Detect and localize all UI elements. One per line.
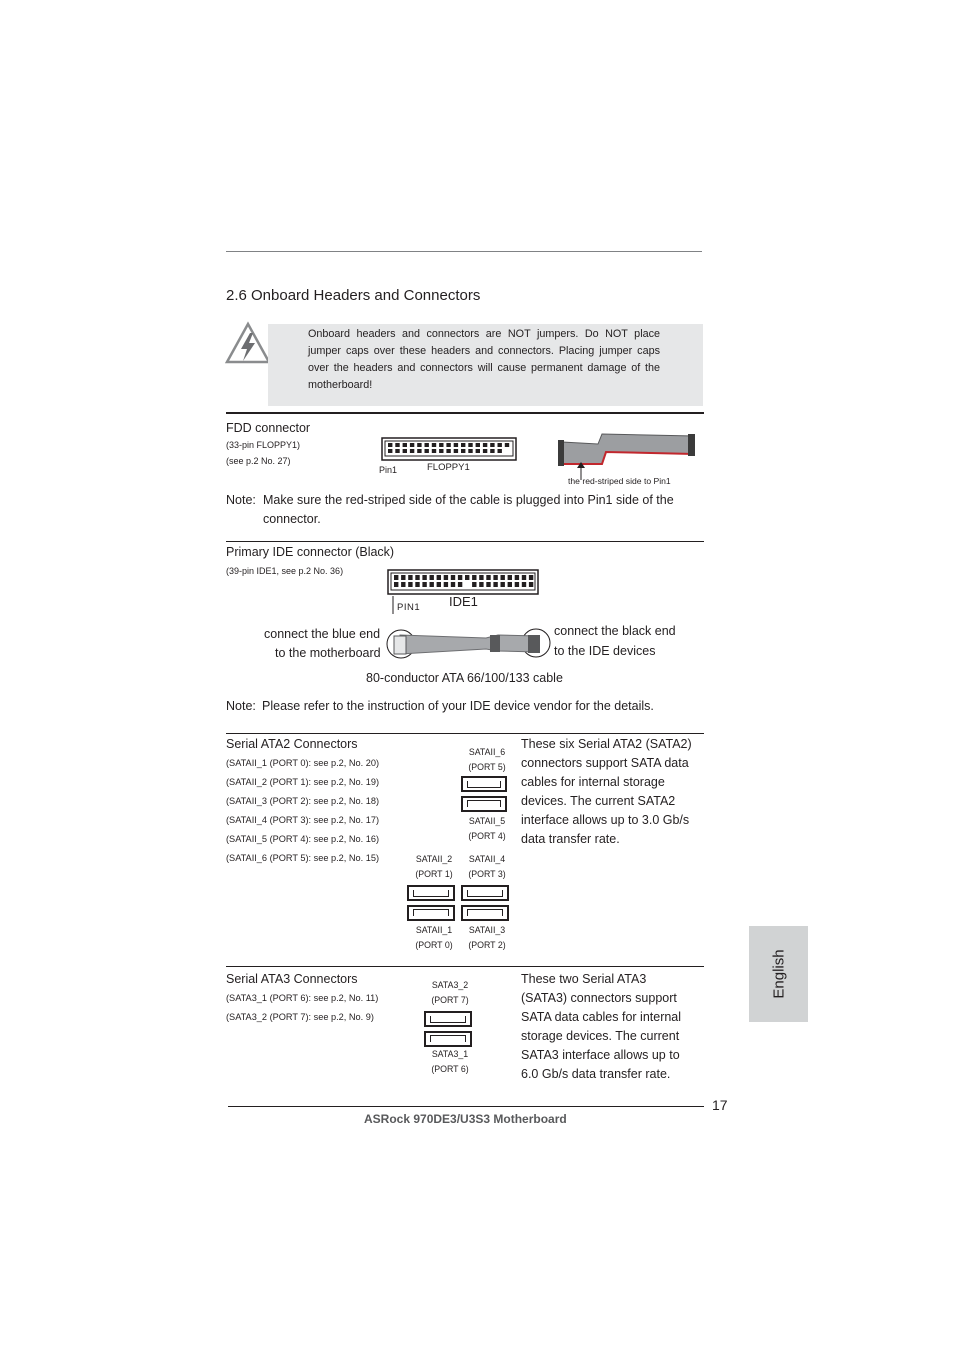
sataii4-connector	[461, 885, 509, 901]
sata3-title: Serial ATA3 Connectors	[226, 972, 358, 986]
fdd-sub1: (33-pin FLOPPY1)	[226, 440, 301, 450]
floppy-header-diagram	[380, 436, 520, 464]
fdd-title: FDD connector	[226, 421, 311, 435]
footer-text: ASRock 970DE3/U3S3 Motherboard	[364, 1112, 567, 1126]
sata3-2-label: SATA3_2 (PORT 7)	[431, 980, 469, 1005]
sataii2-label: SATAII_2 (PORT 1)	[415, 854, 453, 879]
english-tab-label: English	[770, 949, 787, 999]
sata3-list	[226, 989, 378, 1027]
sataii5-connector	[461, 796, 507, 812]
sataii1-connector	[407, 905, 455, 921]
warning-icon	[224, 321, 272, 367]
sataii6-label: SATAII_6 (PORT 5)	[468, 747, 506, 772]
sataii1-label: SATAII_1 (PORT 0)	[415, 925, 453, 950]
sata3-1-connector	[424, 1031, 472, 1047]
fdd-pin1-label: Pin1	[379, 465, 398, 475]
fdd-note-line2: connector.	[263, 512, 321, 526]
ide-label: IDE1	[449, 594, 478, 609]
sata3-1-label: SATA3_1 (PORT 6)	[431, 1049, 469, 1074]
sataii5-label: SATAII_5 (PORT 4)	[468, 816, 506, 841]
footer-rule	[228, 1106, 704, 1107]
ide-note-text: Please refer to the instruction of your IDE device vendor for the details.	[262, 699, 654, 713]
list-item: (SATA3_2 (PORT 7): see p.2, No. 9)	[226, 1012, 374, 1022]
sata3-description: These two Serial ATA3 (SATA3) connectors support SATA data cables for internal storage devices. The current SATA3 interface allows up to 6.0 Gb/s data transfer rate.	[521, 972, 682, 1081]
list-item: (SATAII_2 (PORT 1): see p.2, No. 19)	[226, 777, 380, 787]
ide-note-label: Note:	[226, 699, 256, 713]
list-item: (SATAII_5 (PORT 4): see p.2, No. 16)	[226, 834, 380, 844]
sata2-list	[226, 754, 379, 868]
ide-title: Primary IDE connector (Black)	[226, 545, 395, 559]
page-number: 17	[712, 1097, 728, 1113]
sataii2-connector	[407, 885, 455, 901]
fdd-cable-caption: the red-striped side to Pin1	[568, 476, 671, 486]
rule-fdd	[226, 541, 704, 542]
rule-sata2	[226, 966, 704, 967]
ide-right-line1: connect the black end	[554, 624, 676, 638]
warning-text: Onboard headers and connectors are NOT jumpers. Do NOT place jumper caps over these headers and connectors. Placing jumper caps over the headers and connectors will cause permanent damage of the motherboard!	[308, 328, 660, 391]
top-rule	[226, 251, 702, 252]
sata2-title: Serial ATA2 Connectors	[226, 737, 358, 751]
section-title: 2.6 Onboard Headers and Connectors	[226, 287, 481, 304]
ide-pin1-label: PIN1	[397, 602, 421, 613]
ide-left-line1: connect the blue end	[264, 627, 381, 641]
list-item: (SATAII_1 (PORT 0): see p.2, No. 20)	[226, 758, 380, 768]
sataii3-label: SATAII_3 (PORT 2)	[468, 925, 506, 950]
list-item: (SATAII_6 (PORT 5): see p.2, No. 15)	[226, 853, 380, 863]
rule-warning	[226, 412, 704, 414]
sataii4-label: SATAII_4 (PORT 3)	[468, 854, 506, 879]
rule-ide	[226, 733, 704, 734]
floppy-label: FLOPPY1	[427, 462, 470, 473]
sataii3-connector	[461, 905, 509, 921]
ide-left-line2: to the motherboard	[275, 646, 381, 660]
english-tab	[749, 926, 808, 1022]
sataii6-connector	[461, 776, 507, 792]
ide-cable-caption: 80-conductor ATA 66/100/133 cable	[366, 671, 563, 685]
ide-cable-image	[386, 626, 552, 662]
fdd-note-line1: Make sure the red-striped side of the cable is plugged into Pin1 side of the	[263, 493, 674, 507]
fdd-sub2: (see p.2 No. 27)	[226, 456, 291, 466]
sata3-2-connector	[424, 1011, 472, 1027]
list-item: (SATAII_3 (PORT 2): see p.2, No. 18)	[226, 796, 380, 806]
ide-right-line2: to the IDE devices	[554, 644, 656, 658]
ide-sub: (39-pin IDE1, see p.2 No. 36)	[226, 566, 344, 576]
sata2-description: These six Serial ATA2 (SATA2) connectors support SATA data cables for internal storage devices. The current SATA2 interface allows up to 3.0 Gb/s data transfer rate.	[521, 737, 692, 846]
list-item: (SATA3_1 (PORT 6): see p.2, No. 11)	[226, 993, 379, 1003]
fdd-note-label: Note:	[226, 493, 256, 507]
list-item: (SATAII_4 (PORT 3): see p.2, No. 17)	[226, 815, 380, 825]
